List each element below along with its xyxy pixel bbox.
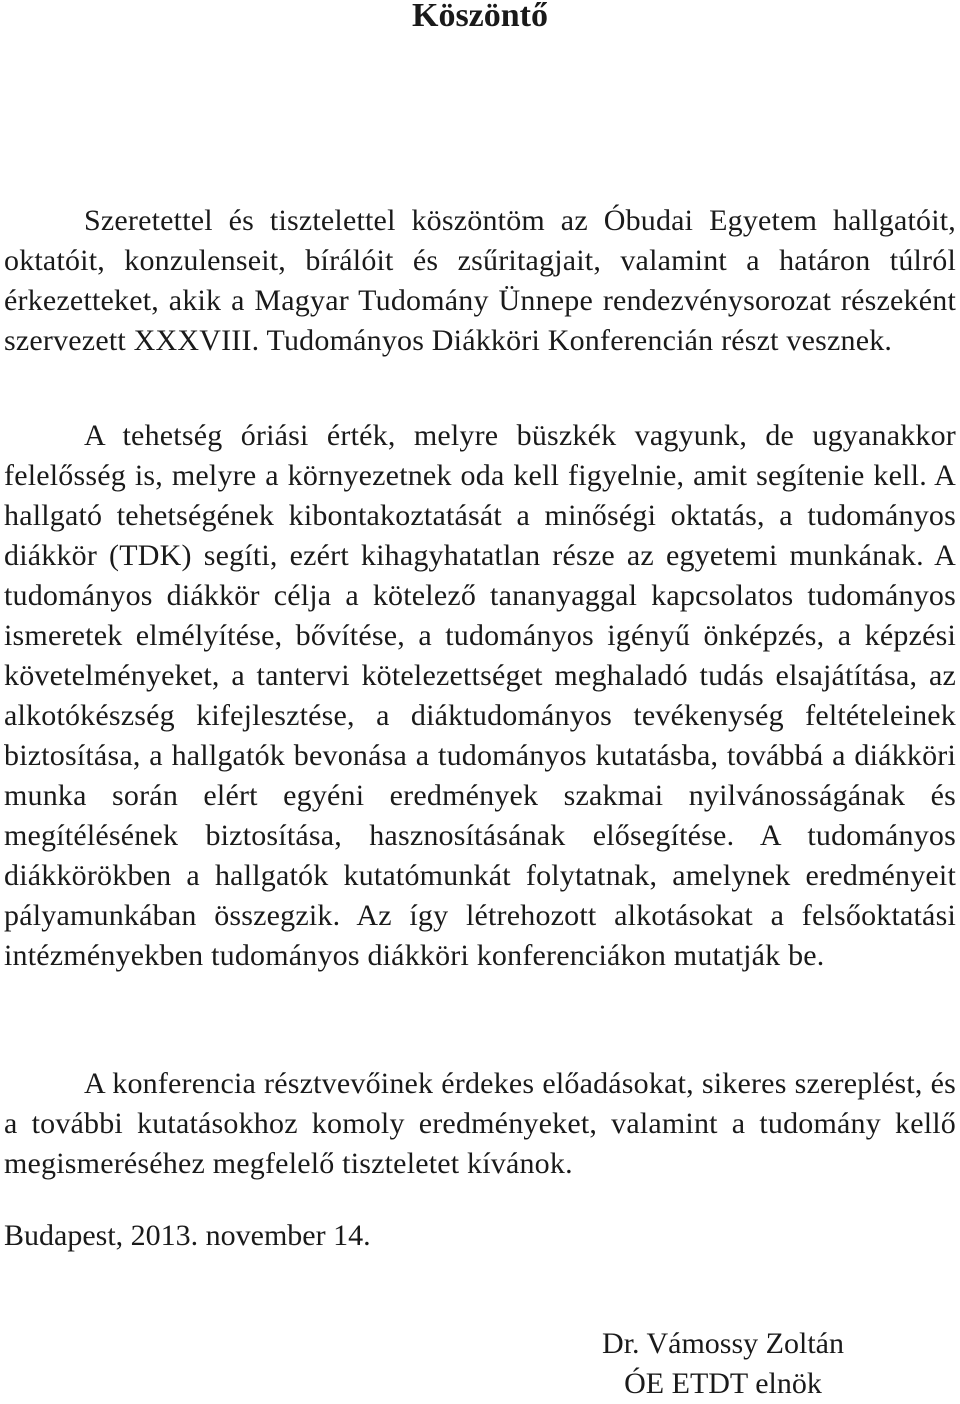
paragraph-wishes: A konferencia résztvevőinek érdekes előadásokat, sikeres szereplést, és a további kutatásokhoz komoly eredményeket, valamint a tudomány kellő megismeréséhez megfelelő tiszteletet kívánok.	[4, 1067, 956, 1180]
signature-block	[560, 1324, 886, 1404]
paragraph-talent: A tehetség óriási érték, melyre büszkék vagyunk, de ugyanakkor felelősség is, melyre a környezetnek oda kell figyelnie, amit segítenie kell. A hallgató tehetségének kibontakoztatását a minőségi oktatás, a tudományos diákkör (TDK) segíti, ezért kihagyhatatlan része az egyetemi munkának. A tudományos diákkör célja a kötelező tananyaggal kapcsolatos tudományos ismeretek elmélyítése, bővítése, a tudományos igényű önképzés, a képzési követelményeket, a tantervi kötelezettséget meghaladó tudás elsajátítása, az alkotókészség kifejlesztése, a diáktudományos tevékenység feltételeinek biztosítása, a hallgatók bevonása a tudományos kutatásba, továbbá a diákköri munka során elért egyéni eredmények szakmai nyilvánosságának és megítélésének biztosítása, hasznosításának elősegítése. A tudományos diákkörökben a hallgatók kutatómunkát folytatnak, amelynek eredményeit pályamunkában összegzik. Az így létrehozott alkotásokat a felsőoktatási intézményekben tudományos diákköri konferenciákon mutatják be.	[4, 419, 956, 972]
page-title: Köszöntő	[412, 0, 548, 34]
signature-role: ÓE ETDT elnök	[624, 1367, 822, 1400]
place-date: Budapest, 2013. november 14.	[4, 1219, 371, 1252]
signature-name: Dr. Vámossy Zoltán	[602, 1327, 844, 1360]
paragraph-greeting: Szeretettel és tisztelettel köszöntöm az Óbudai Egyetem hallgatóit, oktatóit, konzulenseit, bírálóit és zsűritagjait, valamint a határon túlról érkezetteket, akik a Magyar Tudomány Ünnepe rendezvénysorozat részeként szervezett XXXVIII. Tudományos Diákköri Konferencián részt vesznek.	[4, 204, 956, 357]
